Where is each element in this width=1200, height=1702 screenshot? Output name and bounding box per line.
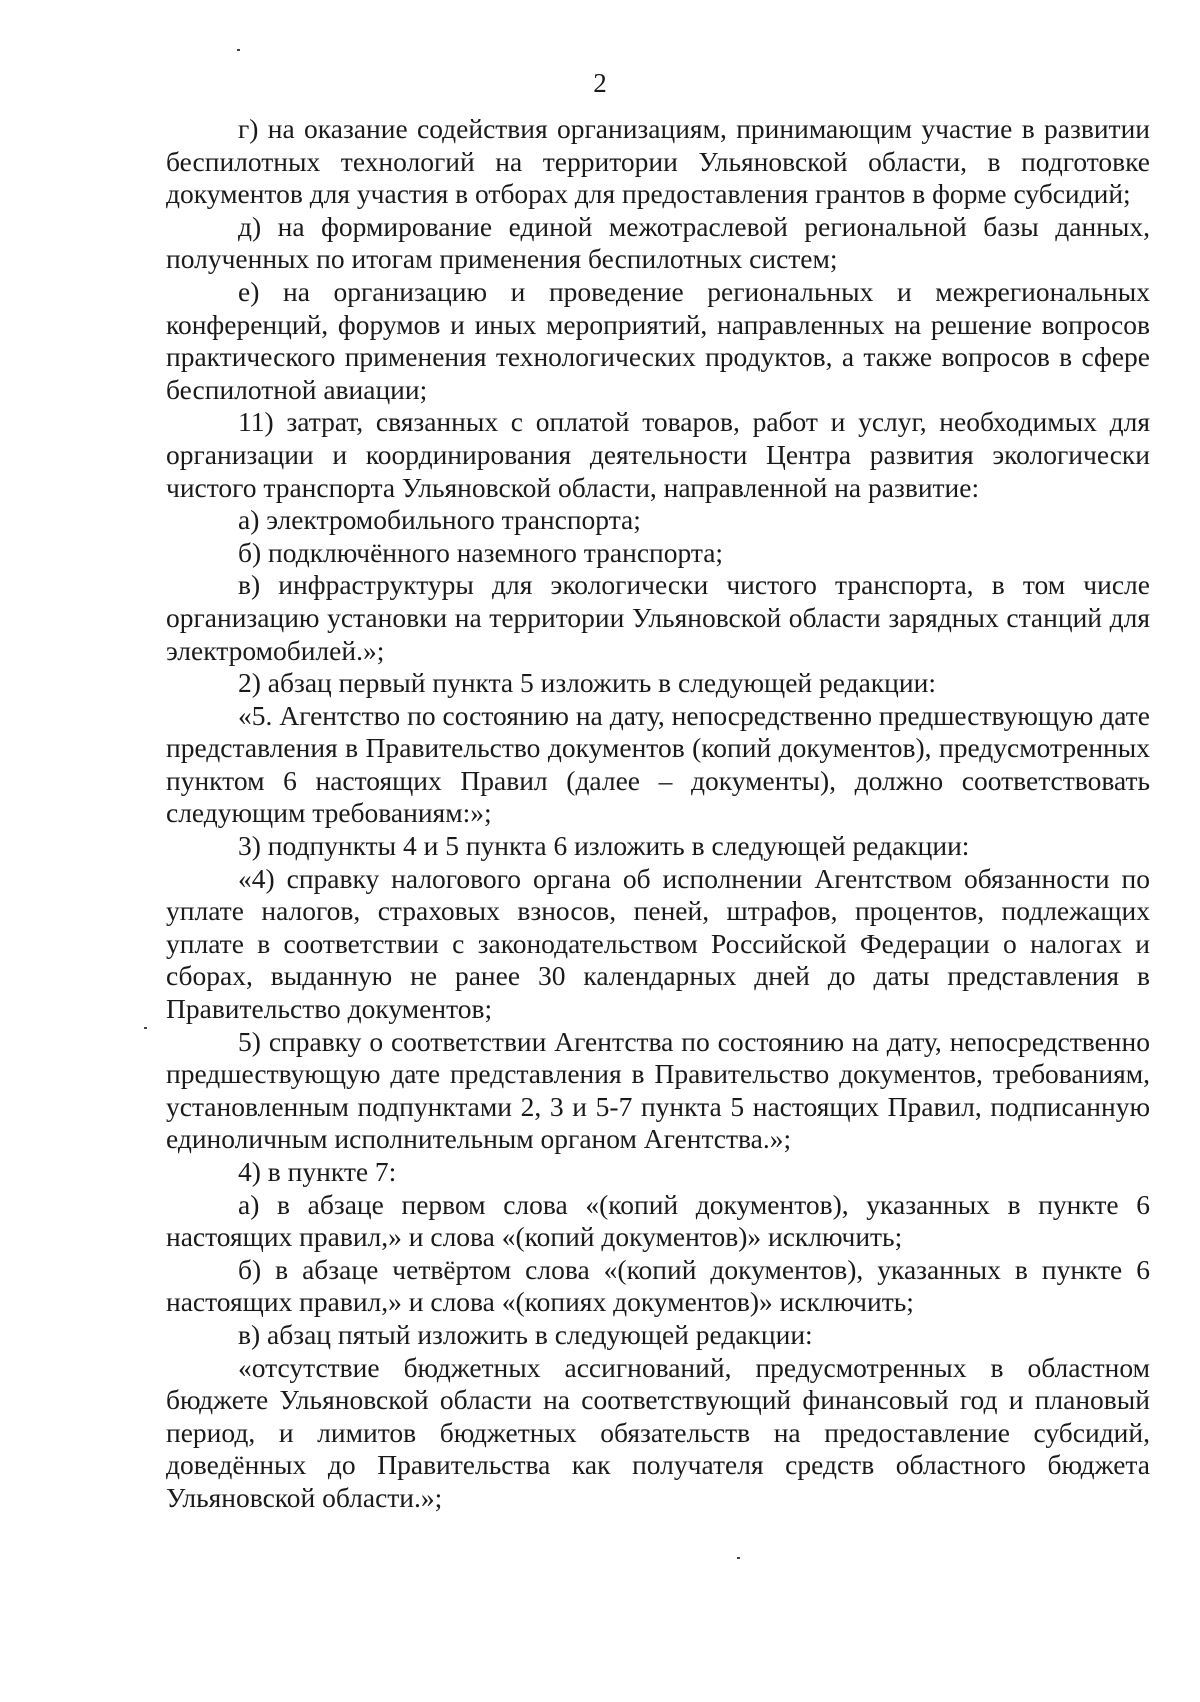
paragraph: 2) абзац первый пункта 5 изложить в следующей редакции:: [238, 667, 936, 699]
paragraph: а) электромобильного транспорта;: [238, 504, 641, 536]
paragraph: в) инфраструктуры для экологически чистого транспорта, в том числе организацию установки на территории Ульяновской области зарядных станций для электромобилей.»;: [166, 569, 1150, 666]
paragraph: г) на оказание содействия организациям, принимающим участие в развитии беспилотных технологий на территории Ульяновской области, в подготовке документов для участия в отборах для предоставления грантов в форме субсидий;: [166, 113, 1150, 210]
paragraph: а) в абзаце первом слова «(копий документов), указанных в пункте 6 настоящих правил,» и слова «(копий документов)» исключить;: [166, 1188, 1150, 1253]
paragraph: «5. Агентство по состоянию на дату, непосредственно предшествующую дате представления в Правительство документов (копий документов), предусмотренных пунктом 6 настоящих Правил (далее – документы), должно соответствовать следующим требованиям:»;: [166, 699, 1150, 829]
paragraph: 11) затрат, связанных с оплатой товаров, работ и услуг, необходимых для организации и координирования деятельности Центра развития экологически чистого транспорта Ульяновской области, направленной на развитие:: [166, 406, 1150, 503]
paragraph: б) подключённого наземного транспорта;: [238, 536, 724, 568]
paragraph: в) абзац пятый изложить в следующей редакции:: [238, 1318, 813, 1350]
paragraph: 5) справку о соответствии Агентства по состоянию на дату, непосредственно предшествующую дате представления в Правительство документов, требованиям, установленным подпунктами 2, 3 и 5-7 пункта 5 настоящих Правил, подписанную единоличным исполнительным органом Агентства.»;: [166, 1025, 1150, 1155]
page-number: 2: [593, 68, 607, 98]
paragraph: д) на формирование единой межотраслевой региональной базы данных, полученных по итогам применения беспилотных систем;: [166, 210, 1150, 275]
paragraph: «4) справку налогового органа об исполнении Агентством обязанности по уплате налогов, страховых взносов, пеней, штрафов, процентов, подлежащих уплате в соответствии с законодательством Российской Федерации о налогах и сборах, выданную не ранее 30 календарных дней до даты представления в Правительство документов;: [166, 862, 1150, 1025]
paragraph: 4) в пункте 7:: [238, 1156, 397, 1187]
paragraph: 3) подпункты 4 и 5 пункта 6 изложить в следующей редакции:: [238, 830, 970, 862]
document-body: [166, 113, 1150, 1515]
paragraph: е) на организацию и проведение региональных и межрегиональных конференций, форумов и иных мероприятий, направленных на решение вопросов практического применения технологических продуктов, а также вопросов в сфере беспилотной авиации;: [166, 275, 1150, 405]
scan-speck: [144, 1027, 147, 1029]
paragraph: б) в абзаце четвёртом слова «(копий документов), указанных в пункте 6 настоящих правил,» и слова «(копиях документов)» исключить;: [166, 1253, 1150, 1318]
scan-speck: [237, 49, 240, 51]
scan-speck: [737, 1557, 740, 1559]
paragraph: «отсутствие бюджетных ассигнований, предусмотренных в областном бюджете Ульяновской области на соответствующий финансовый год и плановый период, и лимитов бюджетных обязательств на предоставление субсидий, доведённых до Правительства как получателя средств областного бюджета Ульяновской области.»;: [166, 1351, 1150, 1513]
